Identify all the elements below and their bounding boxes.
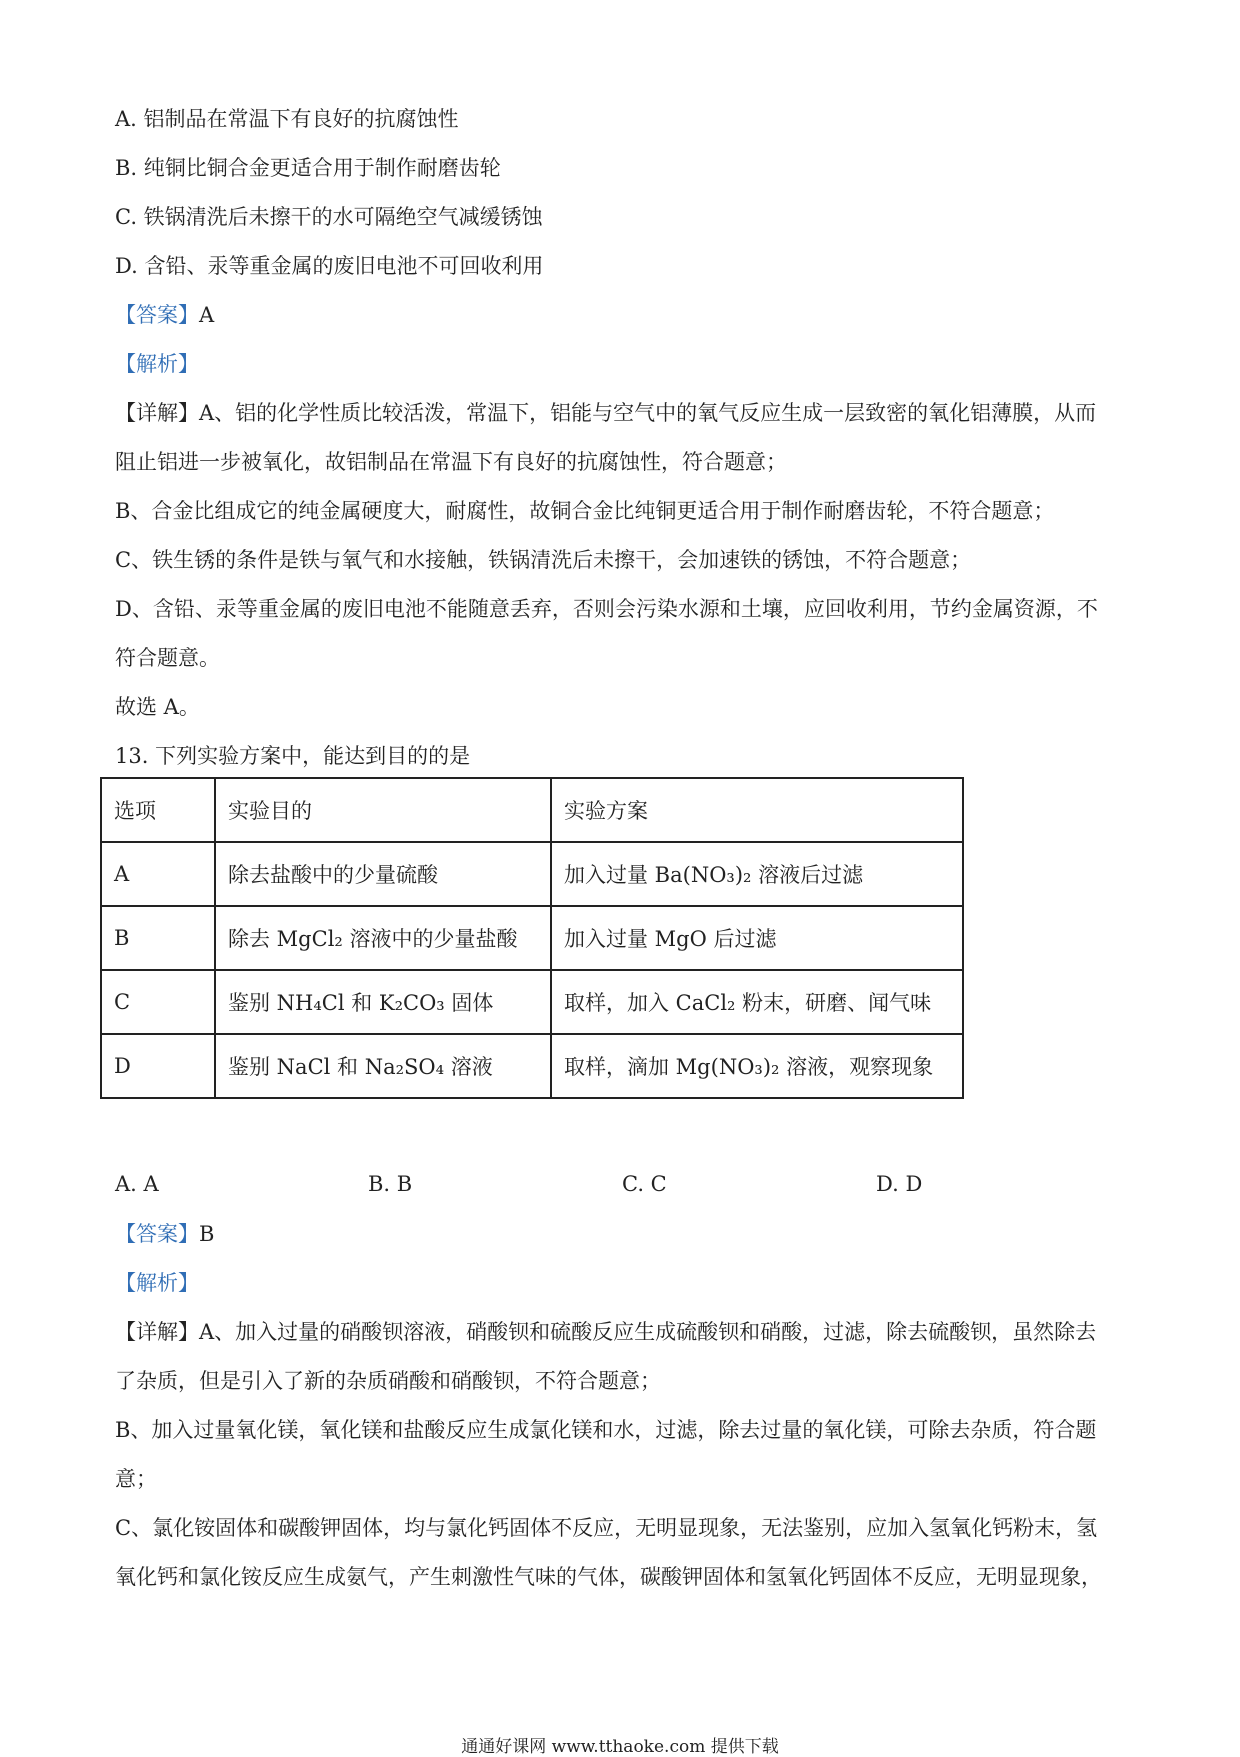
table-header-row: [101, 778, 963, 842]
row-purpose: 除去盐酸中的少量硫酸: [215, 842, 551, 906]
q13-stem: 13. 下列实验方案中，能达到目的的是: [115, 744, 471, 768]
q12-detail-line: B、合金比组成它的纯金属硬度大，耐腐性，故铜合金比纯铜更适合用于制作耐磨齿轮，不符合题意；: [115, 499, 1055, 523]
q12-option-b: B. 纯铜比铜合金更适合用于制作耐磨齿轮: [115, 156, 501, 180]
q12-answer: [115, 302, 214, 328]
table-row: [101, 842, 963, 906]
q12-option-d: D. 含铅、汞等重金属的废旧电池不可回收利用: [115, 254, 544, 278]
q13-detail-line: 氧化钙和氯化铵反应生成氨气，产生刺激性气味的气体，碳酸钾固体和氢氧化钙固体不反应，无明显现象，: [115, 1565, 1102, 1589]
row-purpose: 除去 MgCl₂ 溶液中的少量盐酸: [215, 906, 551, 970]
page-footer: 通通好课网 www.tthaoke.com 提供下载: [461, 1737, 779, 1757]
row-option: B: [101, 906, 215, 970]
q13-analysis-tag: 【解析】: [115, 1271, 199, 1295]
row-purpose: 鉴别 NaCl 和 Na₂SO₄ 溶液: [215, 1034, 551, 1098]
q12-detail-line: 【详解】A、铝的化学性质比较活泼，常温下，铝能与空气中的氧气反应生成一层致密的氧化铝薄膜，从而: [115, 401, 1097, 425]
row-option: A: [101, 842, 215, 906]
row-plan: 加入过量 MgO 后过滤: [551, 906, 963, 970]
table-row: [101, 906, 963, 970]
q13-detail-line: C、氯化铵固体和碳酸钾固体，均与氯化钙固体不反应，无明显现象，无法鉴别，应加入氢氧化钙粉末，氢: [115, 1516, 1098, 1540]
q12-option-c: C. 铁锅清洗后未擦干的水可隔绝空气减缓锈蚀: [115, 205, 543, 229]
q13-detail-line: 意；: [115, 1467, 157, 1491]
header-plan: 实验方案: [551, 778, 963, 842]
row-plan: 取样，滴加 Mg(NO₃)₂ 溶液，观察现象: [551, 1034, 963, 1098]
answer-tag: 【答案】: [115, 303, 199, 327]
q13-choice-a: A. A: [115, 1172, 159, 1196]
q12-analysis-tag: 【解析】: [115, 352, 199, 376]
answer-value: B: [199, 1222, 215, 1246]
header-option: 选项: [101, 778, 215, 842]
answer-tag: 【答案】: [115, 1222, 199, 1246]
q13-detail-line: B、加入过量氧化镁，氧化镁和盐酸反应生成氯化镁和水，过滤，除去过量的氧化镁，可除去杂质，符合题: [115, 1418, 1097, 1442]
q12-detail-line: 故选 A。: [115, 695, 200, 719]
q12-detail-line: C、铁生锈的条件是铁与氧气和水接触，铁锅清洗后未擦干，会加速铁的锈蚀，不符合题意；: [115, 548, 972, 572]
table-row: [101, 1034, 963, 1098]
q12-detail-line: D、含铅、汞等重金属的废旧电池不能随意丢弃，否则会污染水源和土壤，应回收利用，节约金属资源，不: [115, 597, 1098, 621]
row-option: C: [101, 970, 215, 1034]
q12-detail-line: 阻止铝进一步被氧化，故铝制品在常温下有良好的抗腐蚀性，符合题意；: [115, 450, 787, 474]
row-purpose: 鉴别 NH₄Cl 和 K₂CO₃ 固体: [215, 970, 551, 1034]
answer-value: A: [199, 303, 215, 327]
q13-detail-line: 了杂质，但是引入了新的杂质硝酸和硝酸钡，不符合题意；: [115, 1369, 661, 1393]
q13-detail-line: 【详解】A、加入过量的硝酸钡溶液，硝酸钡和硫酸反应生成硫酸钡和硝酸，过滤，除去硫酸钡，虽然除去: [115, 1320, 1097, 1344]
q13-answer: [115, 1221, 214, 1247]
q12-option-a: A. 铝制品在常温下有良好的抗腐蚀性: [115, 107, 459, 131]
q13-choice-d: D. D: [876, 1172, 923, 1196]
q13-choice-c: C. C: [622, 1172, 667, 1196]
row-plan: 取样，加入 CaCl₂ 粉末，研磨、闻气味: [551, 970, 963, 1034]
q12-detail-line: 符合题意。: [115, 646, 220, 670]
experiment-table: [100, 777, 964, 1099]
table-row: [101, 970, 963, 1034]
q13-choice-b: B. B: [368, 1172, 413, 1196]
row-option: D: [101, 1034, 215, 1098]
header-purpose: 实验目的: [215, 778, 551, 842]
row-plan: 加入过量 Ba(NO₃)₂ 溶液后过滤: [551, 842, 963, 906]
